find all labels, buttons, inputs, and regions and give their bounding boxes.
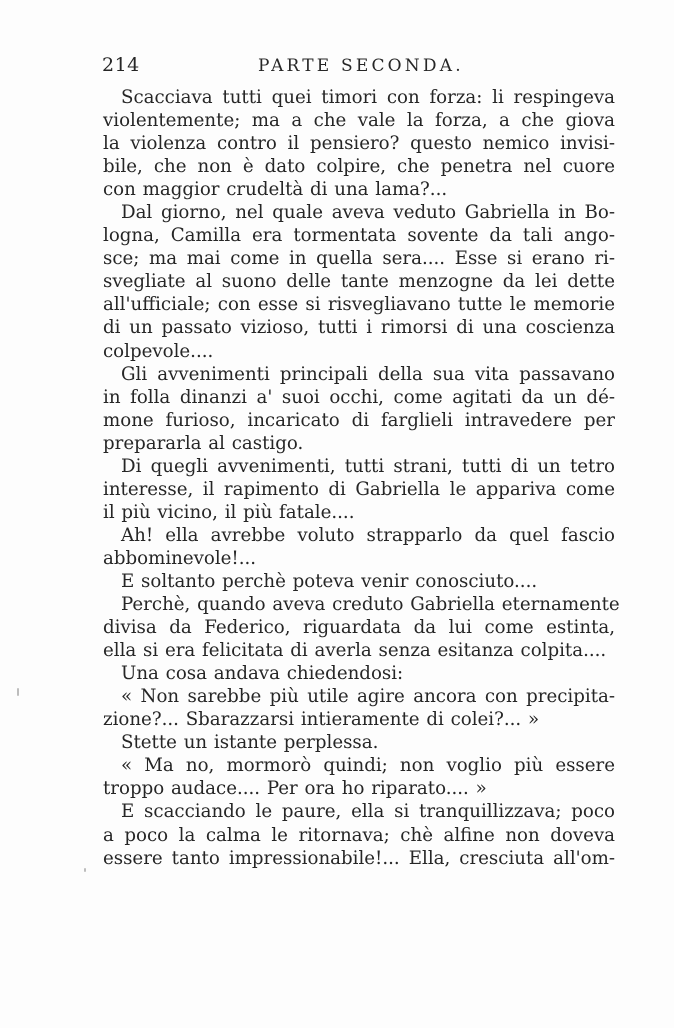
running-head: PARTE SECONDA.	[258, 56, 464, 76]
text-line: in folla dinanzi a' suoi occhi, come agitati da un dé-	[103, 386, 615, 408]
text-line: Scacciava tutti quei timori con forza: li respingeva	[121, 87, 615, 108]
text-line: essere tanto impressionabile!... Ella, cresciuta all'om-	[103, 847, 615, 869]
page-number: 214	[102, 54, 140, 76]
text-line: sce; ma mai come in quella sera.... Esse si erano ri-	[103, 248, 615, 270]
margin-speck	[84, 868, 86, 872]
text-line: mone furioso, incaricato di farglieli intravedere per	[103, 409, 615, 431]
text-line: logna, Camilla era tormentata sovente da tali ango-	[103, 225, 615, 247]
text-line: zione?... Sbarazzarsi intieramente di colei?... »	[103, 709, 540, 731]
text-line: colpevole....	[103, 340, 214, 362]
text-line: violentemente; ma a che vale la forza, a che giova	[103, 110, 615, 132]
text-line: Una cosa andava chiedendosi:	[121, 663, 404, 685]
text-line: la violenza contro il pensiero? questo nemico invisi-	[103, 133, 615, 155]
text-line: all'ufficiale; con esse si risvegliavano tutte le memorie	[103, 294, 615, 316]
text-line: Gli avvenimenti principali della sua vita passavano	[121, 363, 615, 385]
body-text	[103, 86, 620, 870]
text-line: « Ma no, mormorò quindi; non voglio più essere	[121, 755, 615, 777]
text-line: Ah! ella avrebbe voluto strapparlo da quel fascio	[121, 524, 615, 546]
text-line: Stette un istante perplessa.	[121, 732, 379, 754]
text-line: il più vicino, il più fatale....	[103, 501, 355, 523]
text-line: con maggior crudeltà di una lama?...	[103, 179, 448, 201]
text-line: abbominevole!...	[103, 547, 257, 569]
margin-speck	[17, 688, 19, 696]
text-line: svegliate al suono delle tante menzogne da lei dette	[103, 271, 615, 293]
text-line: prepararla al castigo.	[103, 432, 304, 454]
text-line: E soltanto perchè poteva venir conosciuto....	[121, 570, 538, 592]
text-line: Di quegli avvenimenti, tutti strani, tutti di un tetro	[121, 455, 615, 477]
text-line: Perchè, quando aveva creduto Gabriella eternamente	[121, 594, 620, 616]
text-line: divisa da Federico, riguardata da lui come estinta,	[103, 617, 615, 639]
text-line: E scacciando le paure, ella si tranquillizzava; poco	[121, 801, 615, 823]
text-line: troppo audace.... Per ora ho riparato.... »	[103, 778, 487, 800]
text-line: bile, che non è dato colpire, che penetra nel cuore	[103, 156, 615, 178]
text-line: interesse, il rapimento di Gabriella le appariva come	[103, 478, 615, 500]
text-line: a poco la calma le ritornava; chè alfine non doveva	[103, 824, 615, 846]
text-line: ella si era felicitata di averla senza esitanza colpita....	[103, 640, 607, 662]
text-line: Dal giorno, nel quale aveva veduto Gabriella in Bo-	[121, 202, 615, 224]
text-line: « Non sarebbe più utile agire ancora con precipita-	[121, 686, 615, 708]
text-line: di un passato vizioso, tutti i rimorsi di una coscienza	[103, 317, 615, 339]
